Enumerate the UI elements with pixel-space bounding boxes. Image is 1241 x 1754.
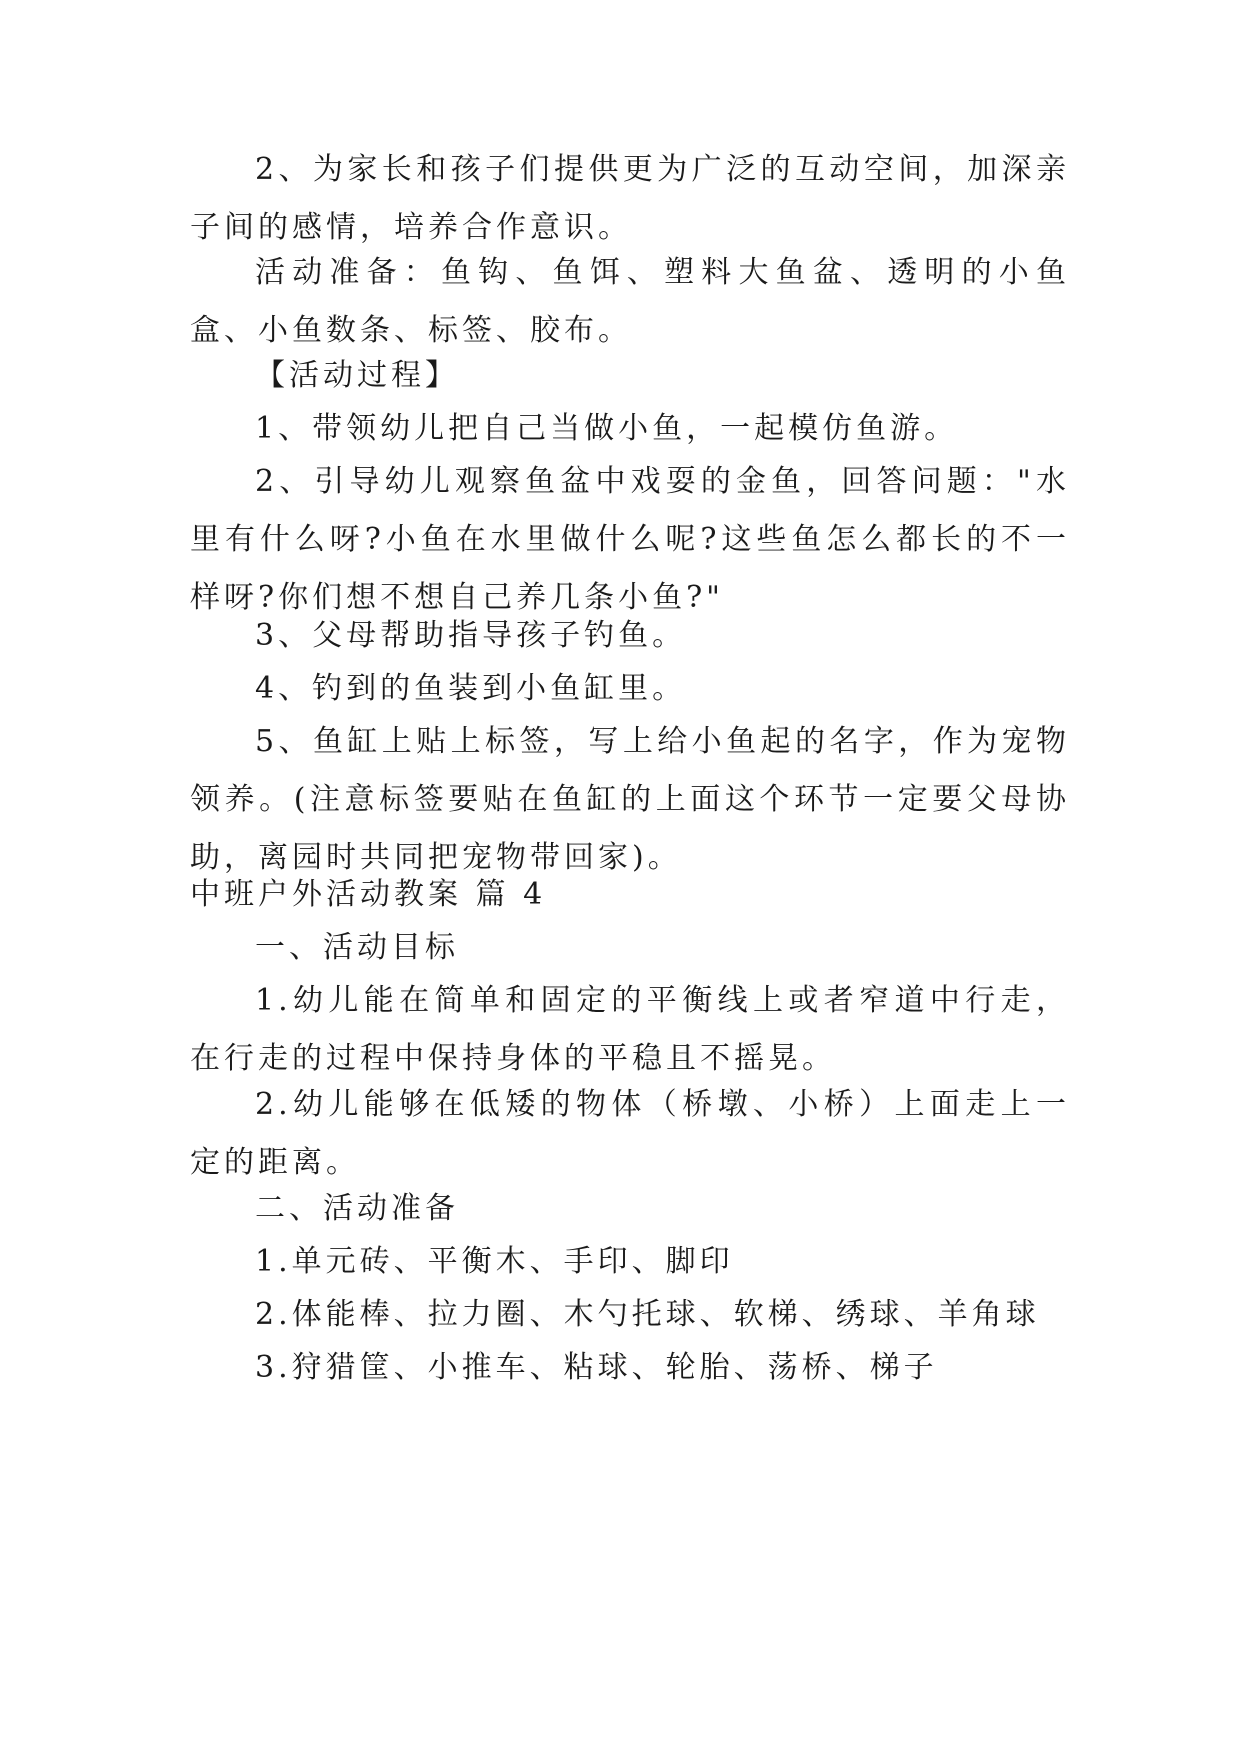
paragraph-prep-item-1: 1.单元砖、平衡木、手印、脚印	[255, 1244, 734, 1279]
heading-activity-process: 【活动过程】	[255, 358, 459, 393]
section-title: 中班户外活动教案 篇 4	[190, 877, 547, 912]
paragraph-activity-preparation: 活动准备：鱼钩、鱼饵、塑料大鱼盆、透明的小鱼盒、小鱼数条、标签、胶布。	[190, 255, 1070, 348]
heading-activity-goals: 一、活动目标	[255, 930, 459, 965]
paragraph-goal-item-1: 1.幼儿能在简单和固定的平衡线上或者窄道中行走，在行走的过程中保持身体的平稳且不摇晃。	[190, 983, 1070, 1076]
paragraph-prep-item-3: 3.狩猎筐、小推车、粘球、轮胎、荡桥、梯子	[255, 1350, 938, 1385]
paragraph-prep-item-2: 2.体能棒、拉力圈、木勺托球、软梯、绣球、羊角球	[255, 1297, 1040, 1332]
paragraph-process-step-1: 1、带领幼儿把自己当做小鱼，一起模仿鱼游。	[255, 411, 959, 446]
paragraph-process-step-4: 4、钓到的鱼装到小鱼缸里。	[255, 671, 687, 706]
paragraph-process-step-5: 5、鱼缸上贴上标签，写上给小鱼起的名字，作为宠物领养。(注意标签要贴在鱼缸的上面这个环节一定要父母协助，离园时共同把宠物带回家)。	[190, 724, 1070, 875]
paragraph-process-step-2: 2、引导幼儿观察鱼盆中戏耍的金鱼，回答问题："水里有什么呀?小鱼在水里做什么呢?这些鱼怎么都长的不一样呀?你们想不想自己养几条小鱼?"	[190, 464, 1070, 615]
paragraph-process-step-3: 3、父母帮助指导孩子钓鱼。	[255, 618, 687, 653]
paragraph-goal-item-2: 2.幼儿能够在低矮的物体（桥墩、小桥）上面走上一定的距离。	[190, 1087, 1070, 1180]
paragraph-goal-2: 2、为家长和孩子们提供更为广泛的互动空间，加深亲子间的感情，培养合作意识。	[190, 152, 1070, 245]
heading-activity-preparation: 二、活动准备	[255, 1191, 459, 1226]
